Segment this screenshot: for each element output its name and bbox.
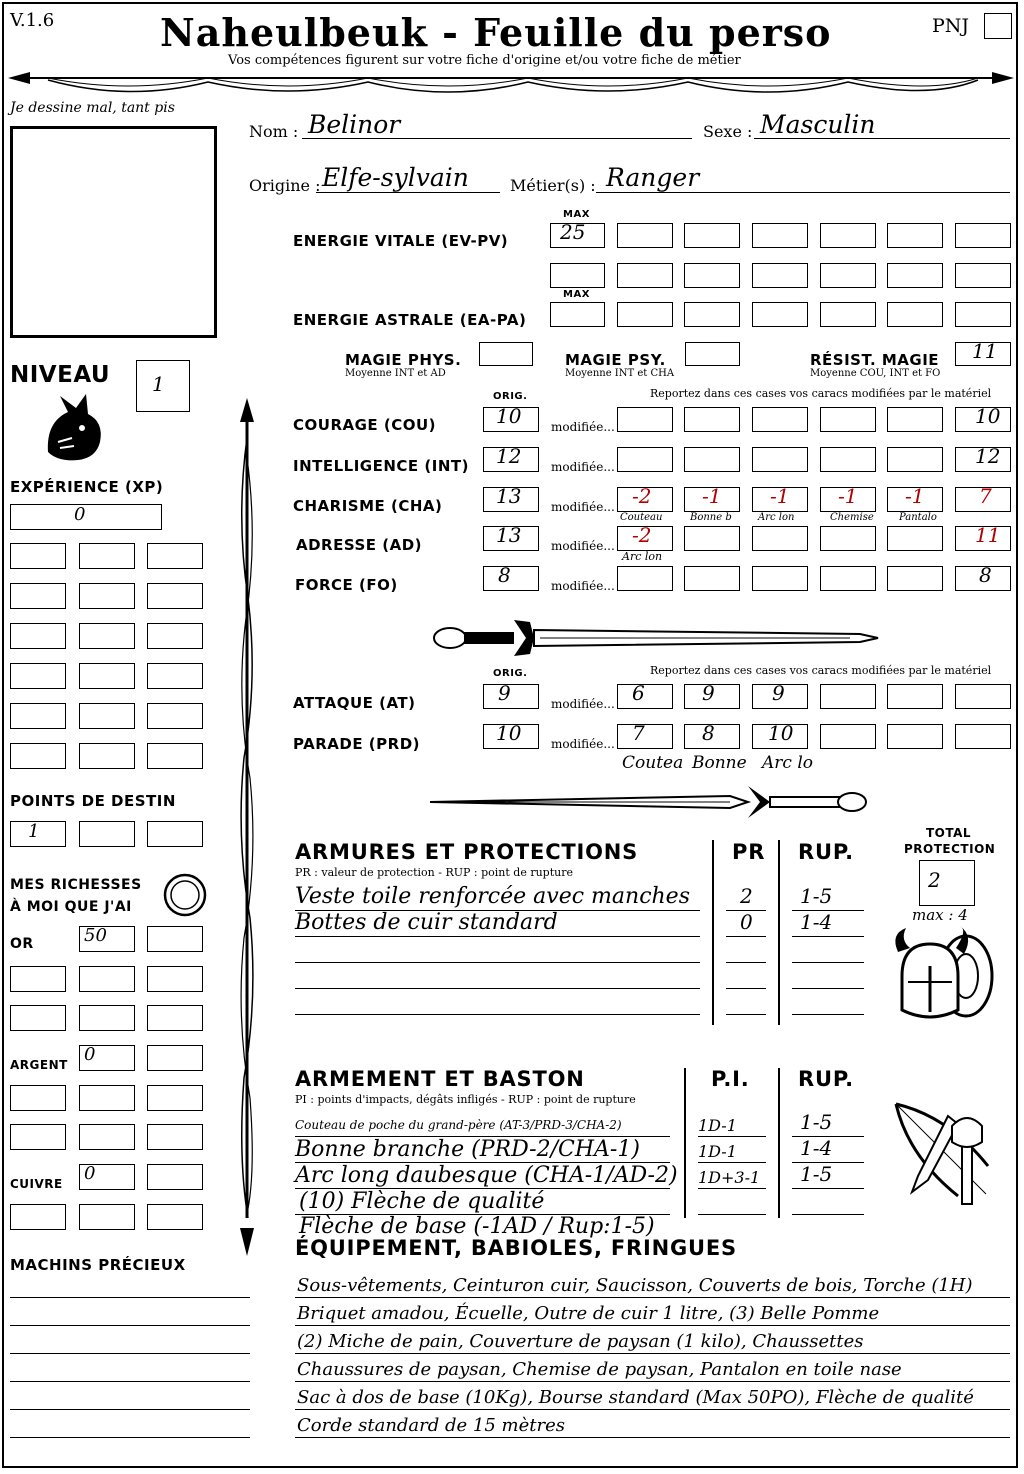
ev-cell[interactable] — [684, 263, 740, 288]
ea-max-box[interactable] — [550, 302, 605, 327]
xp-cell[interactable] — [147, 703, 203, 729]
xp-cell[interactable] — [10, 543, 66, 569]
magie-psy-note: Moyenne INT et CHA — [565, 368, 675, 379]
ev-cell[interactable] — [955, 223, 1011, 248]
cuivre-cell[interactable] — [147, 1164, 203, 1190]
at-mod-value: 9 — [772, 681, 785, 705]
armures-divider — [778, 840, 780, 1025]
ea-cell[interactable] — [887, 302, 943, 327]
fo-mod-cell[interactable] — [887, 566, 943, 591]
origine-label: Origine : — [249, 176, 321, 195]
int-final-value: 12 — [975, 444, 1001, 468]
equipement-underline — [295, 1437, 1010, 1438]
page-subtitle: Vos compétences figurent sur votre fiche d'origine et/ou votre fiche de métier — [228, 53, 741, 68]
magie-phys-note: Moyenne INT et AD — [345, 368, 446, 379]
machins-line[interactable] — [10, 1297, 250, 1298]
sword-icon — [430, 614, 880, 662]
ea-label: ENERGIE ASTRALE (EA-PA) — [293, 311, 527, 329]
at-orig-box[interactable] — [483, 684, 539, 709]
ad-mod-value: -2 — [632, 523, 652, 547]
at-mod-cell[interactable] — [887, 684, 943, 709]
weapons-icon — [888, 1096, 1000, 1212]
arme-item-name[interactable]: Bonne branche (PRD-2/CHA-1) — [295, 1137, 640, 1162]
xp-cell[interactable] — [79, 623, 135, 649]
cou-mod-cell[interactable] — [752, 407, 808, 432]
equipement-line[interactable]: Corde standard de 15 mètres — [297, 1415, 565, 1436]
prd-mod-value: 7 — [632, 721, 645, 745]
xp-cell[interactable] — [10, 663, 66, 689]
cha-mod-value: -2 — [632, 484, 652, 508]
combat-report-note: Reportez dans ces cases vos caracs modifiées par le matériel — [650, 664, 992, 677]
int-mod-cell[interactable] — [820, 447, 876, 472]
fo-orig-box[interactable] — [483, 566, 539, 591]
armure-line[interactable] — [726, 988, 766, 989]
ea-cell[interactable] — [820, 302, 876, 327]
cha-modifie-label: modifiée... — [551, 500, 615, 514]
cha-final-value: 7 — [979, 484, 992, 508]
prd-orig-value: 10 — [496, 721, 522, 745]
xp-cell[interactable] — [147, 543, 203, 569]
cha-mod-value: -1 — [770, 484, 790, 508]
cha-mod-note: Couteau — [620, 512, 663, 523]
cha-mod-note: Arc lon — [758, 512, 795, 523]
armure-item-name[interactable]: Veste toile renforcée avec manches — [295, 884, 690, 909]
argent-cell[interactable] — [147, 1124, 203, 1150]
cha-mod-value: -1 — [905, 484, 925, 508]
ea-cell[interactable] — [684, 302, 740, 327]
total-protection-label-1: TOTAL — [926, 826, 972, 840]
caracs-report-note: Reportez dans ces cases vos caracs modifiées par le matériel — [650, 387, 992, 400]
at-mod-cell[interactable] — [820, 684, 876, 709]
sexe-value[interactable]: Masculin — [760, 110, 876, 139]
spear-icon — [232, 398, 262, 1256]
fo-label: FORCE (FO) — [295, 576, 398, 594]
or-cell[interactable] — [79, 966, 135, 992]
cha-orig-value: 13 — [496, 484, 522, 508]
at-mod-cell[interactable] — [955, 684, 1011, 709]
fo-modifie-label: modifiée... — [551, 579, 615, 593]
equipement-underline — [295, 1409, 1010, 1410]
metier-value[interactable]: Ranger — [606, 163, 700, 192]
int-mod-cell[interactable] — [617, 447, 673, 472]
ad-mod-note: Arc lon — [622, 550, 663, 563]
nom-label: Nom : — [249, 122, 299, 141]
armures-title: ARMURES ET PROTECTIONS — [295, 840, 639, 864]
xp-cell[interactable] — [147, 663, 203, 689]
equipement-title: ÉQUIPEMENT, BABIOLES, FRINGUES — [295, 1236, 737, 1260]
equipement-underline — [295, 1297, 1010, 1298]
or-cell[interactable] — [147, 966, 203, 992]
magie-phys-box[interactable] — [479, 342, 533, 366]
armure-item-rup[interactable]: 1-4 — [800, 910, 833, 934]
armure-item-pr[interactable]: 2 — [740, 884, 753, 908]
ad-mod-cell[interactable] — [684, 526, 740, 551]
prd-mod-cell[interactable] — [617, 724, 673, 749]
xp-cell[interactable] — [10, 623, 66, 649]
or-value: 50 — [84, 925, 107, 946]
argent-cell[interactable] — [79, 1124, 135, 1150]
xp-cell[interactable] — [10, 743, 66, 769]
experience-box[interactable] — [10, 504, 162, 530]
arme-item-name[interactable]: (10) Flèche de qualité — [299, 1189, 545, 1214]
armures-pr-label: PR — [732, 840, 766, 864]
pnj-checkbox[interactable] — [984, 13, 1012, 39]
arme-line — [792, 1214, 864, 1215]
metier-underline — [596, 192, 1010, 193]
prd-mod-cell[interactable] — [955, 724, 1011, 749]
fo-mod-cell[interactable] — [617, 566, 673, 591]
xp-cell[interactable] — [79, 703, 135, 729]
or-cell[interactable] — [10, 1005, 66, 1031]
at-mod-value: 6 — [632, 681, 645, 705]
weapon-note: Arc lo — [762, 753, 813, 773]
ev-cell[interactable] — [887, 223, 943, 248]
armure-line[interactable] — [295, 962, 700, 963]
experience-label: EXPÉRIENCE (XP) — [10, 478, 164, 496]
xp-cell[interactable] — [79, 583, 135, 609]
arme-item-name[interactable]: Couteau de poche du grand-père (AT-3/PRD-3/CHA-2) — [295, 1118, 622, 1132]
cha-mod-note: Chemise — [830, 512, 874, 523]
argent-value: 0 — [84, 1044, 96, 1065]
ev-label: ENERGIE VITALE (EV-PV) — [293, 232, 509, 250]
int-label: INTELLIGENCE (INT) — [293, 457, 469, 475]
cou-mod-cell[interactable] — [684, 407, 740, 432]
ea-cell[interactable] — [955, 302, 1011, 327]
prd-modifie-label: modifiée... — [551, 737, 615, 751]
cou-mod-cell[interactable] — [617, 407, 673, 432]
armures-rup-label: RUP. — [798, 840, 854, 864]
destin-value: 1 — [28, 821, 40, 842]
ev-max-label: MAX — [563, 209, 590, 220]
cha-mod-value: -1 — [702, 484, 722, 508]
ev-cell[interactable] — [550, 263, 605, 288]
total-protection-label-2: PROTECTION — [904, 842, 996, 856]
armures-note: PR : valeur de protection - RUP : point de rupture — [295, 866, 573, 879]
total-protection-value: 2 — [928, 868, 941, 892]
combat-orig-label: ORIG. — [493, 668, 528, 679]
armure-line[interactable] — [295, 1014, 700, 1015]
at-label: ATTAQUE (AT) — [293, 694, 416, 712]
arme-line — [698, 1214, 766, 1215]
arme-item-pi[interactable]: 1D-1 — [698, 1116, 737, 1135]
destin-cell[interactable] — [79, 821, 135, 847]
ev-cell[interactable] — [617, 263, 673, 288]
or-cell[interactable] — [10, 966, 66, 992]
equipement-underline — [295, 1325, 1010, 1326]
ev-cell[interactable] — [752, 223, 808, 248]
argent-cell[interactable] — [10, 1124, 66, 1150]
cuivre-value: 0 — [84, 1163, 96, 1184]
equipement-underline — [295, 1381, 1010, 1382]
armure-line — [792, 936, 864, 937]
cou-label: COURAGE (COU) — [293, 416, 437, 434]
armure-line[interactable] — [792, 1014, 864, 1015]
machins-line[interactable] — [10, 1381, 250, 1382]
armement-pi-label: P.I. — [711, 1067, 750, 1091]
arme-item-pi[interactable]: 1D+3-1 — [698, 1168, 761, 1187]
cha-label: CHARISME (CHA) — [293, 497, 443, 515]
or-cell[interactable] — [79, 1005, 135, 1031]
fo-orig-value: 8 — [498, 563, 511, 587]
cuivre-cell[interactable] — [79, 1204, 135, 1230]
equipement-line[interactable]: Chaussures de paysan, Chemise de paysan, Pantalon en toile nase — [297, 1359, 902, 1380]
armure-line[interactable] — [726, 962, 766, 963]
machins-line[interactable] — [10, 1409, 250, 1410]
prd-mod-value: 8 — [702, 721, 715, 745]
fo-mod-cell[interactable] — [820, 566, 876, 591]
metier-label: Métier(s) : — [510, 176, 596, 195]
armement-rup-label: RUP. — [798, 1067, 854, 1091]
prd-mod-cell[interactable] — [887, 724, 943, 749]
equipement-line[interactable]: (2) Miche de pain, Couverture de paysan (1 kilo), Chaussettes — [297, 1331, 864, 1352]
int-mod-cell[interactable] — [684, 447, 740, 472]
origine-underline — [316, 192, 500, 193]
portrait-box[interactable] — [10, 126, 217, 338]
ad-mod-cell[interactable] — [887, 526, 943, 551]
resist-magie-note: Moyenne COU, INT et FO — [810, 368, 941, 379]
magie-psy-label: MAGIE PSY. — [565, 351, 666, 369]
xp-cell[interactable] — [147, 623, 203, 649]
armure-line[interactable] — [792, 962, 864, 963]
xp-cell[interactable] — [10, 703, 66, 729]
weapon-note: Bonne — [692, 753, 747, 773]
arme-item-rup[interactable]: 1-4 — [800, 1136, 833, 1160]
armure-item-pr[interactable]: 0 — [740, 910, 753, 934]
at-mod-cell[interactable] — [617, 684, 673, 709]
cuivre-label: CUIVRE — [10, 1177, 63, 1191]
armures-divider — [712, 840, 714, 1025]
or-label: OR — [10, 936, 34, 952]
sexe-label: Sexe : — [703, 122, 753, 141]
cha-mod-note: Pantalo — [899, 512, 937, 523]
cou-final-value: 10 — [975, 404, 1001, 428]
argent-cell[interactable] — [147, 1085, 203, 1111]
ad-modifie-label: modifiée... — [551, 539, 615, 553]
equipement-line[interactable]: Sac à dos de base (10Kg), Bourse standard (Max 50PO), Flèche de qualité — [297, 1387, 974, 1408]
equipement-line[interactable]: Sous-vêtements, Ceinturon cuir, Saucisson, Couverts de bois, Torche (1H) — [297, 1275, 973, 1296]
version-label: V.1.6 — [10, 10, 55, 31]
armure-line[interactable] — [792, 988, 864, 989]
arme-item-name[interactable]: Flèche de base (-1AD / Rup:1-5) — [299, 1214, 655, 1239]
or-cell[interactable] — [147, 926, 203, 952]
argent-cell[interactable] — [10, 1085, 66, 1111]
nom-underline — [302, 138, 692, 139]
prd-label: PARADE (PRD) — [293, 735, 421, 753]
resist-magie-value: 11 — [972, 339, 998, 363]
machins-label: MACHINS PRÉCIEUX — [10, 1256, 186, 1274]
cou-mod-cell[interactable] — [820, 407, 876, 432]
ea-cell[interactable] — [752, 302, 808, 327]
destin-label: POINTS DE DESTIN — [10, 792, 176, 810]
page-title: Naheulbeuk - Feuille du perso — [160, 10, 832, 55]
ev-cell[interactable] — [887, 263, 943, 288]
total-protection-max: max : 4 — [912, 906, 968, 924]
ad-label: ADRESSE (AD) — [296, 536, 423, 554]
armure-line[interactable] — [726, 1014, 766, 1015]
at-mod-value: 9 — [702, 681, 715, 705]
argent-cell[interactable] — [147, 1045, 203, 1071]
fo-mod-cell[interactable] — [752, 566, 808, 591]
ev-cell[interactable] — [617, 223, 673, 248]
nom-value[interactable]: Belinor — [308, 110, 401, 139]
portrait-caption: Je dessine mal, tant pis — [10, 100, 175, 116]
armement-divider — [684, 1068, 686, 1218]
ad-orig-value: 13 — [496, 523, 522, 547]
arme-line — [792, 1188, 864, 1189]
or-cell[interactable] — [147, 1005, 203, 1031]
prd-mod-cell[interactable] — [820, 724, 876, 749]
at-orig-value: 9 — [498, 681, 511, 705]
armure-item-name[interactable]: Bottes de cuir standard — [295, 910, 558, 935]
sword-icon — [430, 780, 870, 826]
cou-modifie-label: modifiée... — [551, 420, 615, 434]
xp-cell[interactable] — [79, 543, 135, 569]
arme-line — [698, 1136, 766, 1137]
header-ornament-icon — [8, 64, 1014, 104]
ea-max-label: MAX — [563, 289, 590, 300]
equipement-line[interactable]: Briquet amadou, Écuelle, Outre de cuir 1 litre, (3) Belle Pomme — [297, 1303, 880, 1324]
armure-line — [295, 936, 700, 937]
ad-final-value: 11 — [975, 523, 1001, 547]
origine-value[interactable]: Elfe-sylvain — [322, 163, 469, 192]
ea-cell[interactable] — [617, 302, 673, 327]
argent-cell[interactable] — [79, 1085, 135, 1111]
fo-final-value: 8 — [979, 563, 992, 587]
int-mod-cell[interactable] — [752, 447, 808, 472]
ev-cell[interactable] — [820, 263, 876, 288]
arme-line — [698, 1188, 766, 1189]
ad-mod-cell[interactable] — [820, 526, 876, 551]
magie-phys-label: MAGIE PHYS. — [345, 351, 462, 369]
sexe-underline — [754, 138, 1010, 139]
ev-cell[interactable] — [684, 223, 740, 248]
arme-item-name[interactable]: Arc long daubesque (CHA-1/AD-2) — [295, 1163, 678, 1188]
xp-cell[interactable] — [10, 583, 66, 609]
ev-cell[interactable] — [752, 263, 808, 288]
cuivre-cell[interactable] — [147, 1204, 203, 1230]
prd-mod-value: 10 — [768, 721, 794, 745]
cuivre-cell[interactable] — [10, 1204, 66, 1230]
xp-cell[interactable] — [79, 743, 135, 769]
ev-cell[interactable] — [955, 263, 1011, 288]
weapon-note: Coutea — [622, 753, 684, 773]
cha-mod-note: Bonne b — [690, 512, 732, 523]
cha-mod-value: -1 — [838, 484, 858, 508]
destin-cell[interactable] — [147, 821, 203, 847]
richesses-label-1: MES RICHESSES — [10, 877, 142, 893]
machins-line[interactable] — [10, 1325, 250, 1326]
resist-magie-label: RÉSIST. MAGIE — [810, 351, 940, 369]
arme-item-pi[interactable]: 1D-1 — [698, 1142, 737, 1161]
int-orig-value: 12 — [496, 444, 522, 468]
ad-mod-cell[interactable] — [752, 526, 808, 551]
fo-mod-cell[interactable] — [684, 566, 740, 591]
int-modifie-label: modifiée... — [551, 460, 615, 474]
machins-line[interactable] — [10, 1353, 250, 1354]
xp-cell[interactable] — [79, 663, 135, 689]
richesses-label-2: À MOI QUE J'AI — [10, 899, 132, 915]
niveau-label: NIVEAU — [10, 362, 111, 388]
armement-divider — [778, 1068, 780, 1218]
armure-line[interactable] — [295, 988, 700, 989]
caracs-orig-label: ORIG. — [493, 391, 528, 402]
cou-mod-cell[interactable] — [887, 407, 943, 432]
dragon-icon — [38, 392, 108, 464]
arme-line — [698, 1162, 766, 1163]
xp-cell[interactable] — [147, 743, 203, 769]
niveau-value: 1 — [152, 372, 165, 396]
coin-icon — [162, 872, 208, 918]
armure-item-rup[interactable]: 1-5 — [800, 884, 833, 908]
magie-psy-box[interactable] — [685, 342, 740, 366]
argent-label: ARGENT — [10, 1058, 68, 1072]
cou-orig-value: 10 — [496, 404, 522, 428]
experience-value: 0 — [74, 504, 86, 525]
xp-cell[interactable] — [147, 583, 203, 609]
ev-max-value: 25 — [560, 220, 586, 244]
arme-item-rup[interactable]: 1-5 — [800, 1110, 833, 1134]
arme-item-rup[interactable]: 1-5 — [800, 1162, 833, 1186]
pnj-label: PNJ — [932, 15, 970, 37]
armement-title: ARMEMENT ET BASTON — [295, 1067, 585, 1091]
machins-line[interactable] — [10, 1437, 250, 1438]
helmet-shield-icon — [888, 926, 1000, 1028]
int-mod-cell[interactable] — [887, 447, 943, 472]
equipement-underline — [295, 1353, 1010, 1354]
armement-note: PI : points d'impacts, dégâts infligés - RUP : point de rupture — [295, 1093, 636, 1106]
at-modifie-label: modifiée... — [551, 697, 615, 711]
armure-line — [726, 936, 766, 937]
ev-cell[interactable] — [820, 223, 876, 248]
